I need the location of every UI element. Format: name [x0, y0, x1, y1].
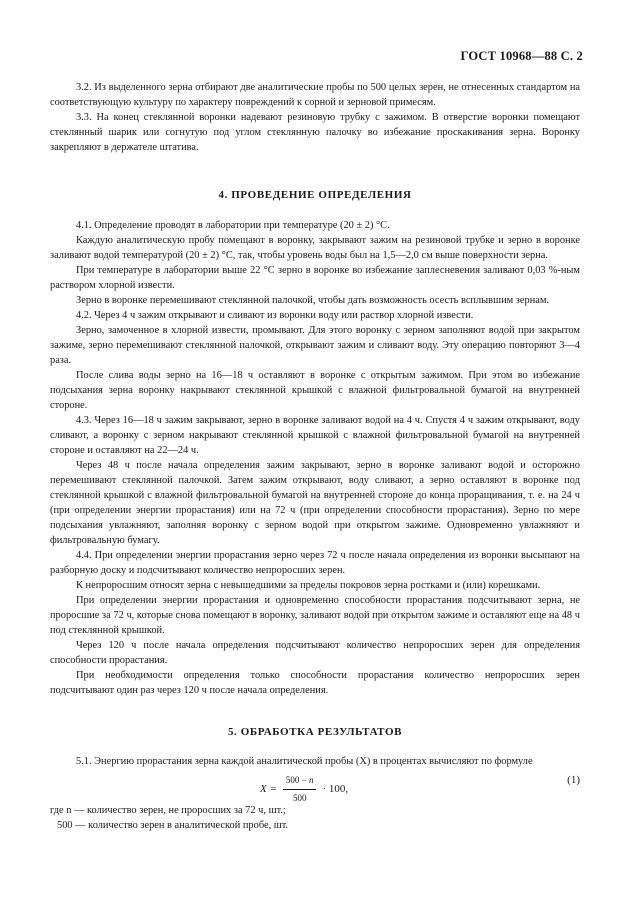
formula-lhs: X = — [260, 783, 277, 795]
paragraph: К непроросшим относят зерна с невышедшими за пределы покровов зерна ростками и (или) корешками. — [76, 580, 541, 591]
formula-legend-500: 500 — количество зерен в аналитической пробе, шт. — [57, 820, 289, 831]
paragraph: Зерно, замоченное в хлорной извести, промывают. Для этого воронку с зерном заполняют водой при закрытом зажиме, зерно перемешивают стеклянной палочкой, открывают зажим и сливают воду. Эту операцию повторяют 3—4 раза. — [50, 325, 580, 366]
formula-fraction — [283, 773, 317, 806]
paragraph-4-4: 4.4. При определении энергии прорастания зерно через 72 ч после начала определения из воронки высыпают на разборную доску и подсчитывают количество непроросших зерен. — [50, 550, 580, 576]
document-body — [50, 80, 580, 833]
paragraph: При необходимости определения только способности прорастания количество непроросших зерен подсчитывают один раз через 120 ч после начала определения. — [50, 670, 580, 696]
formula-numerator-a: 500 — [285, 775, 300, 785]
section-5-title: 5. ОБРАБОТКА РЕЗУЛЬТАТОВ — [227, 726, 403, 738]
formula-numerator-op: − — [299, 775, 309, 785]
paragraph-4-3: 4.3. Через 16—18 ч зажим закрывают, зерно в воронке заливают водой на 4 ч. Спустя 4 ч зажим открывают, воду сливают, а воронку с зерном накрывают стеклянной крышкой с влажной фильтровальной бумагой на внутренней стороне и оставляют на 22—24 ч. — [50, 415, 580, 456]
paragraph: После слива воды зерно на 16—18 ч оставляют в воронке с открытым зажимом. При этом во избежание подсыхания зерна воронку накрывают стеклянной крышкой с влажной фильтровальной бумагой на внутренней стороне. — [50, 370, 580, 411]
section-4-title: 4. ПРОВЕДЕНИЕ ОПРЕДЕЛЕНИЯ — [218, 189, 412, 201]
paragraph-4-2: 4.2. Через 4 ч зажим открывают и сливают из воронки воду или раствор хлорной извести. — [76, 310, 474, 321]
paragraph: Зерно в воронке перемешивают стеклянной палочкой, чтобы дать возможность осесть всплывшим зернам. — [76, 295, 550, 306]
paragraph: Каждую аналитическую пробу помещают в воронку, закрывают зажим на резиновой трубке и зерно в воронке заливают водой температурой (20 ± 2) °С, так, чтобы уровень воды был на 1,5—2,0 см выше поверхности зерна. — [50, 235, 580, 261]
page-header: ГОСТ 10968—88 С. 2 — [460, 49, 583, 63]
paragraph-4-1: 4.1. Определение проводят в лаборатории при температуре (20 ± 2) °С. — [76, 220, 390, 231]
formula-numerator-b: n — [308, 775, 314, 785]
formula — [260, 773, 348, 806]
formula-number: (1) — [567, 774, 580, 786]
formula-rest: · 100, — [322, 783, 349, 795]
paragraph-3-2: 3.2. Из выделенного зерна отбирают две аналитические пробы по 500 целых зерен, не отнесенных стандартом на соответствующую культуру по характеру повреждений к сорной и зерновой примесям. — [50, 82, 580, 108]
paragraph: Через 48 ч после начала определения зажим закрывают, зерно в воронке заливают водой и осторожно перемешивают стеклянной палочкой. Затем зажим открывают, воду сливают, а зерно оставляют в воронке под стеклянной крышкой с влажной фильтровальной бумагой на внутренней стороне до конца проращивания, т. е. на 24 ч (при определении энергии прорастания) или на 72 ч (при определении способности прорастания). Зерно по мере подсыхания увлажняют, заполняя воронку с зерном водой при открытом зажиме. Одновременно увлажняют и фильтровальную бумагу. — [50, 460, 580, 546]
paragraph: При определении энергии прорастания и одновременно способности прорастания подсчитывают зерна, не проросшие за 72 ч, которые снова помещают в воронку, заливают водой при открытом зажиме и оставляют еще на 48 ч под стеклянной крышкой. — [50, 595, 580, 636]
paragraph: Через 120 ч после начала определения подсчитывают количество непроросших зерен для определения способности прорастания. — [50, 640, 580, 666]
formula-numerator — [283, 773, 317, 790]
formula-denominator: 500 — [292, 793, 307, 803]
formula-legend-n: где n — количество зерен, не проросших за 72 ч, шт.; — [50, 805, 286, 816]
formula-row — [50, 771, 580, 801]
paragraph: При температуре в лаборатории выше 22 °С зерно в воронке во избежание заплесневения заливают 0,03 %-ным раствором хлорной извести. — [50, 265, 580, 291]
paragraph-3-3: 3.3. На конец стеклянной воронки надевают резиновую трубку с зажимом. В отверстие воронки помещают стеклянный шарик или согнутую под углом стеклянную палочку во избежание проскакивания зерна. Воронку закрепляют в держателе штатива. — [50, 112, 580, 153]
paragraph-5-1: 5.1. Энергию прорастания зерна каждой аналитической пробы (X) в процентах вычисляют по формуле — [76, 756, 533, 767]
